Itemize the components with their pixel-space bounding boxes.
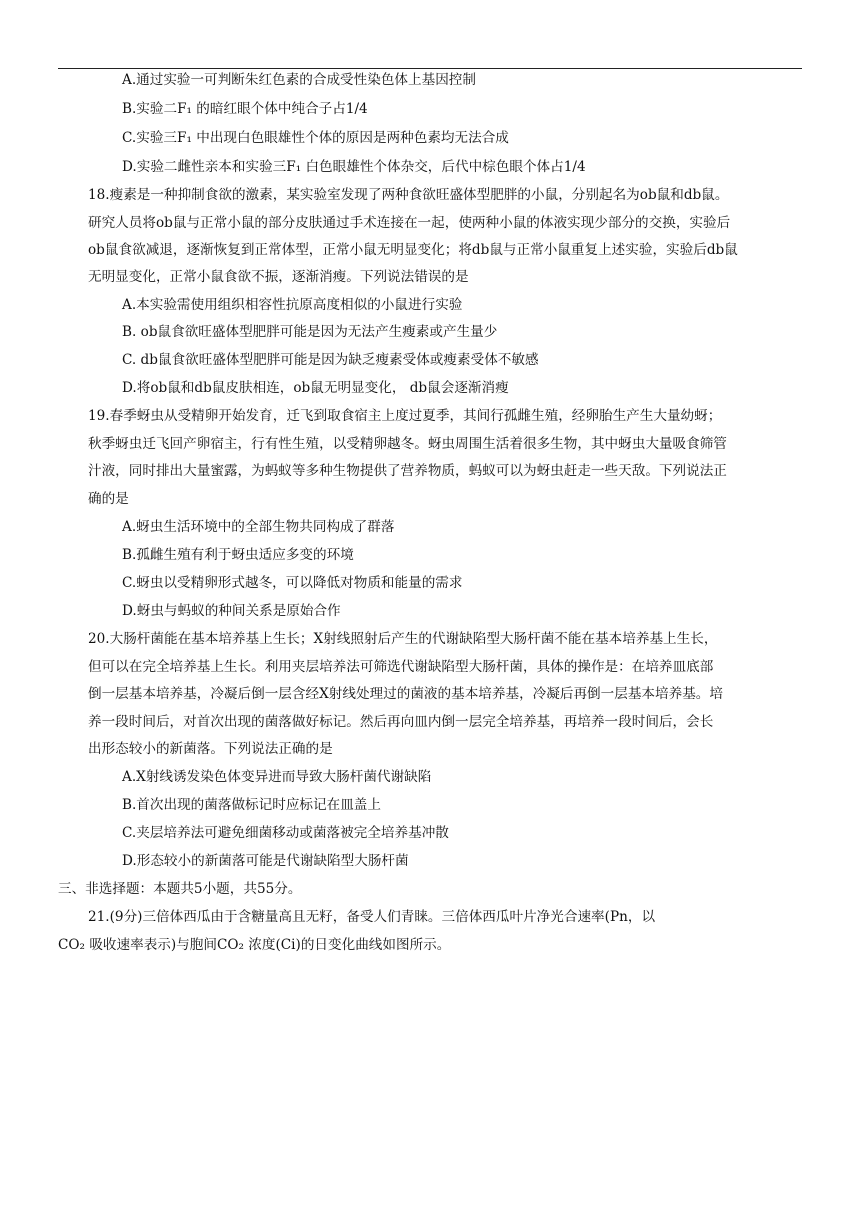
q17-option-d: D.实验二雌性亲本和实验三F₁ 白色眼雄性个体杂交，后代中棕色眼个体占1/4 <box>122 159 586 175</box>
q18-option-d: D.将ob鼠和db鼠皮肤相连，ob鼠无明显变化， db鼠会逐渐消瘦 <box>122 380 509 396</box>
q21-line-1: 21.(9分)三倍体西瓜由于含糖量高且无籽，备受人们青睐。三倍体西瓜叶片净光合速率(Pn，以 <box>88 909 656 925</box>
header-rule <box>58 68 802 69</box>
q18-stem-line-3: ob鼠食欲减退，逐渐恢复到正常体型，正常小鼠无明显变化；将db鼠与正常小鼠重复上述实验，实验后db鼠 <box>88 242 738 258</box>
q20-stem-line-4: 养一段时间后，对首次出现的菌落做好标记。然后再向皿内倒一层完全培养基，再培养一段时间后，会长 <box>88 714 714 730</box>
section-3-heading: 三、非选择题：本题共5小题，共55分。 <box>58 881 302 897</box>
q18-option-c: C. db鼠食欲旺盛体型肥胖可能是因为缺乏瘦素受体或瘦素受体不敏感 <box>122 352 539 368</box>
q19-stem-line-3: 汁液，同时排出大量蜜露，为蚂蚁等多种生物提供了营养物质，蚂蚁可以为蚜虫赶走一些天敌。下列说法正 <box>88 463 727 479</box>
q17-option-a: A.通过实验一可判断朱红色素的合成受性染色体上基因控制 <box>122 72 476 88</box>
q18-stem-line-2: 研究人员将ob鼠与正常小鼠的部分皮肤通过手术连接在一起，使两种小鼠的体液实现少部分的交换，实验后 <box>88 215 731 231</box>
q20-stem-line-5: 出形态较小的新菌落。下列说法正确的是 <box>88 741 333 757</box>
q17-option-c: C.实验三F₁ 中出现白色眼雄性个体的原因是两种色素均无法合成 <box>122 130 509 146</box>
q19-stem-line-4: 确的是 <box>88 491 129 507</box>
q18-stem-line-4: 无明显变化，正常小鼠食欲不振，逐渐消瘦。下列说法错误的是 <box>88 269 469 285</box>
q19-option-a: A.蚜虫生活环境中的全部生物共同构成了群落 <box>122 519 395 535</box>
q20-stem-line-3: 倒一层基本培养基，冷凝后倒一层含经X射线处理过的菌液的基本培养基，冷凝后再倒一层基本培养基。培 <box>88 686 723 702</box>
q18-option-b: B. ob鼠食欲旺盛体型肥胖可能是因为无法产生瘦素或产生量少 <box>122 324 498 340</box>
q20-stem-line-1: 20.大肠杆菌能在基本培养基上生长；X射线照射后产生的代谢缺陷型大肠杆菌不能在基本培养基上生长， <box>88 631 718 647</box>
q20-option-a: A.X射线诱发染色体变异进而导致大肠杆菌代谢缺陷 <box>122 769 432 785</box>
q18-option-a: A.本实验需使用组织相容性抗原高度相似的小鼠进行实验 <box>122 297 463 313</box>
q21-line-2: CO₂ 吸收速率表示)与胞间CO₂ 浓度(Ci)的日变化曲线如图所示。 <box>58 937 451 953</box>
q18-stem-line-1: 18.瘦素是一种抑制食欲的激素，某实验室发现了两种食欲旺盛体型肥胖的小鼠，分别起名为ob鼠和db鼠。 <box>88 187 729 203</box>
q19-stem-line-1: 19.春季蚜虫从受精卵开始发育，迁飞到取食宿主上度过夏季，其间行孤雌生殖，经卵胎生产生大量幼蚜； <box>88 408 722 424</box>
q20-option-b: B.首次出现的菌落做标记时应标记在皿盖上 <box>122 797 381 813</box>
q17-option-b: B.实验二F₁ 的暗红眼个体中纯合子占1/4 <box>122 101 368 117</box>
q19-stem-line-2: 秋季蚜虫迁飞回产卵宿主，行有性生殖，以受精卵越冬。蚜虫周围生活着很多生物，其中蚜虫大量吸食筛管 <box>88 436 727 452</box>
q20-stem-line-2: 但可以在完全培养基上生长。利用夹层培养法可筛选代谢缺陷型大肠杆菌，具体的操作是：在培养皿底部 <box>88 659 714 675</box>
q19-option-b: B.孤雌生殖有利于蚜虫适应多变的环境 <box>122 547 354 563</box>
q19-option-c: C.蚜虫以受精卵形式越冬，可以降低对物质和能量的需求 <box>122 575 463 591</box>
q20-option-d: D.形态较小的新菌落可能是代谢缺陷型大肠杆菌 <box>122 853 409 869</box>
q19-option-d: D.蚜虫与蚂蚁的种间关系是原始合作 <box>122 603 341 619</box>
q20-option-c: C.夹层培养法可避免细菌移动或菌落被完全培养基冲散 <box>122 825 449 841</box>
